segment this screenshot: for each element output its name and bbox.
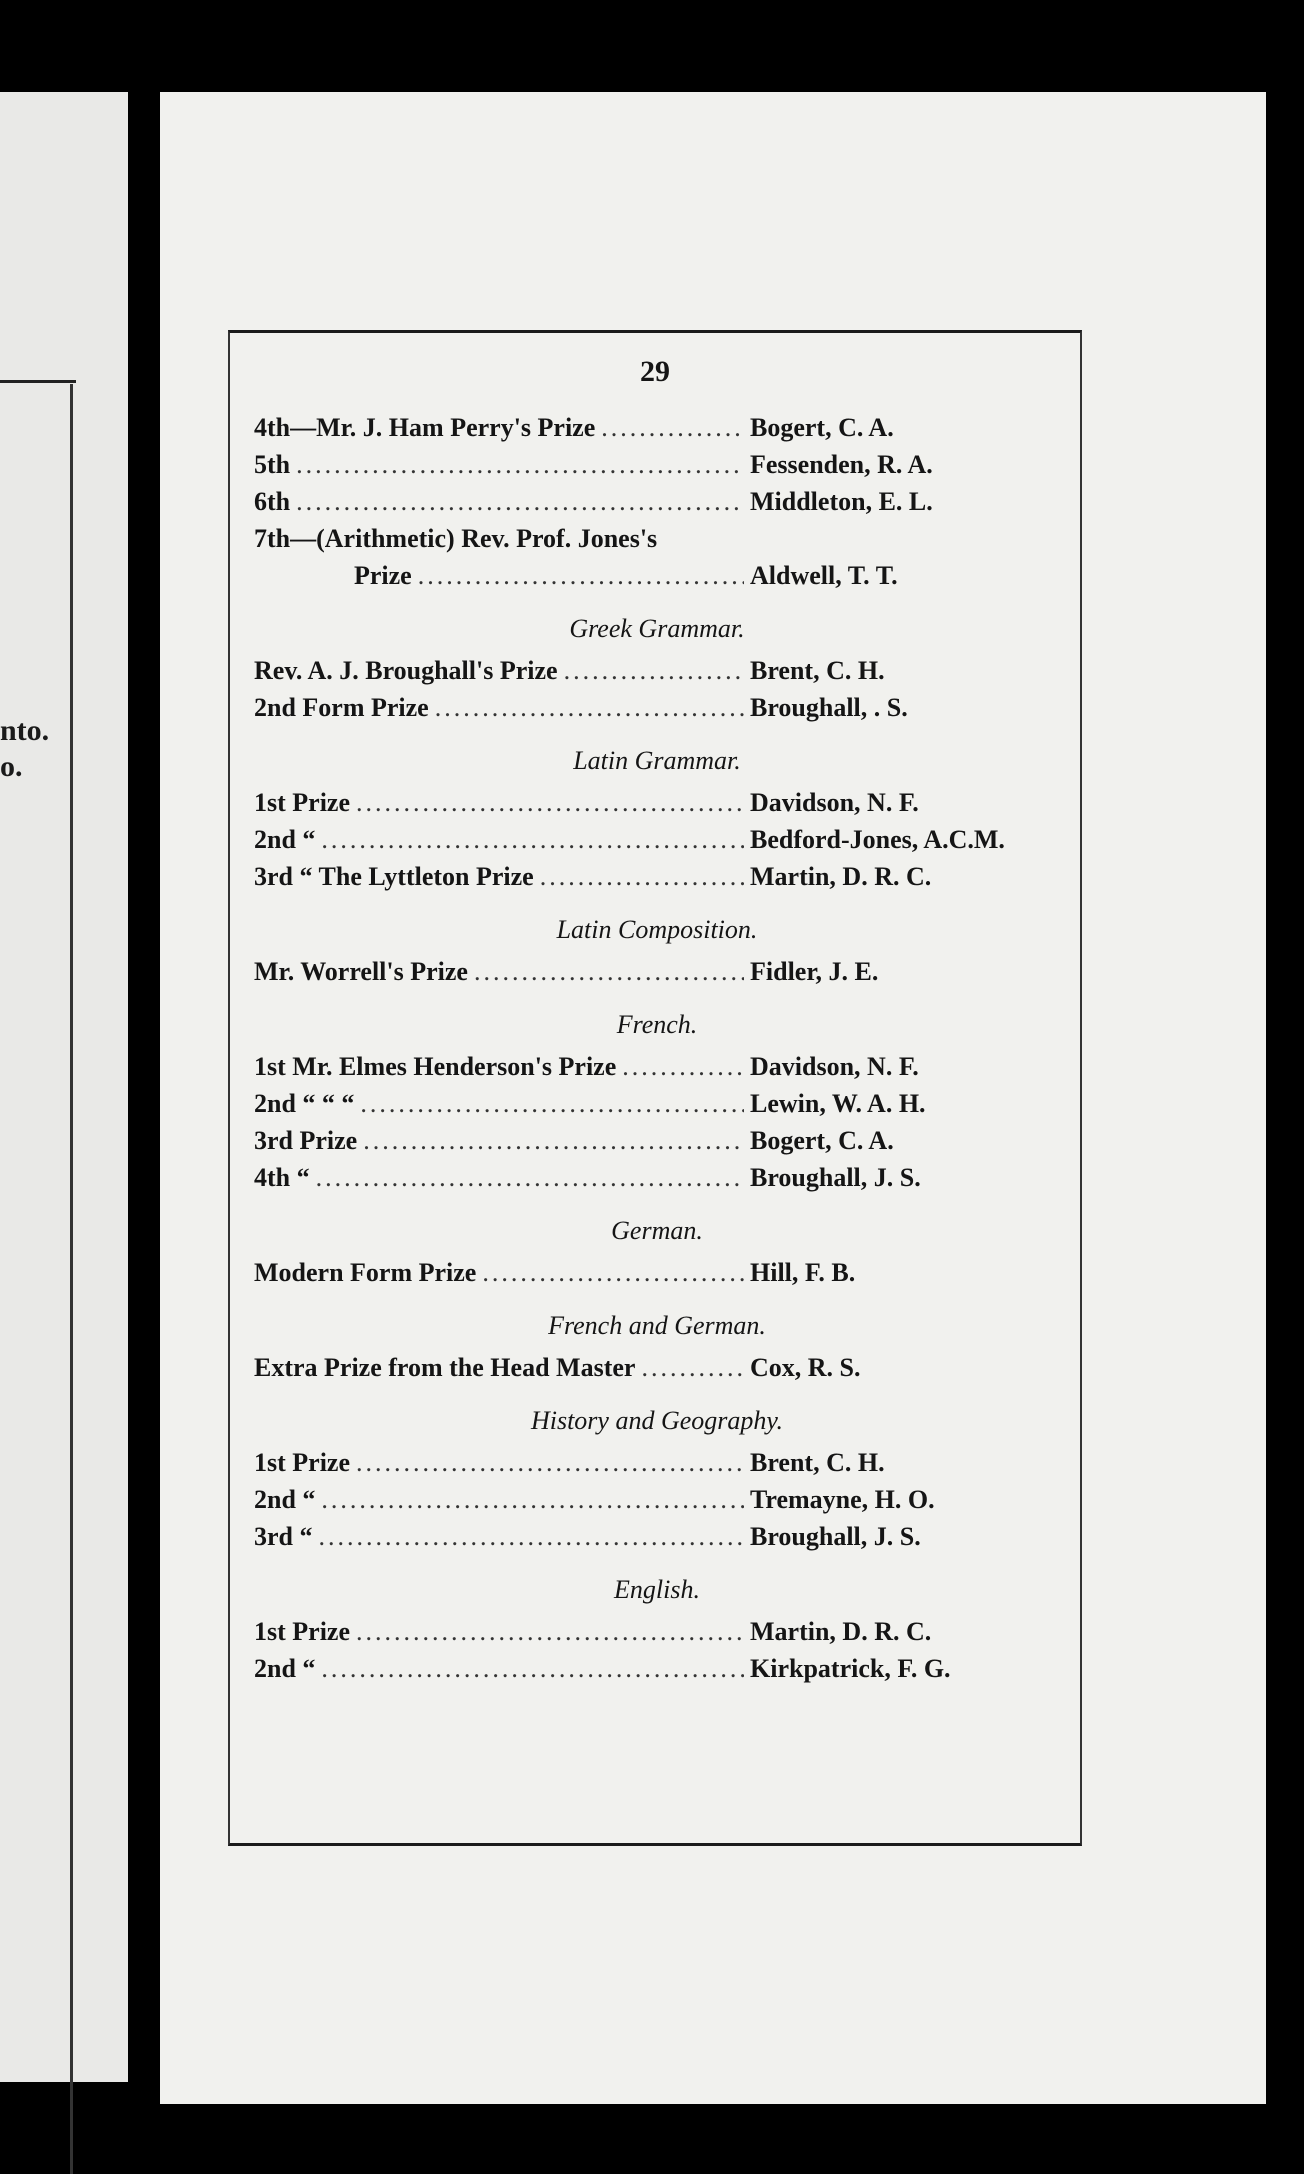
prize-name: 7th—(Arithmetic) Rev. Prof. Jones's [254, 524, 658, 553]
prize-line [254, 1126, 1060, 1163]
winner-name: Martin, D. R. C. [750, 862, 932, 891]
left-page-rule [0, 380, 76, 383]
winner-name: Cox, R. S. [750, 1353, 861, 1382]
winner-name: Broughall, J. S. [750, 1163, 921, 1192]
winner-name: Bedford-Jones, A.C.M. [750, 825, 1005, 854]
prize-line [254, 413, 1060, 450]
winner-name: Aldwell, T. T. [750, 561, 898, 590]
dot-leader [622, 1052, 744, 1082]
prize-name: 2nd Form Prize [254, 693, 429, 722]
winner-name: Kirkpatrick, F. G. [750, 1654, 951, 1683]
prize-line [254, 1353, 1060, 1390]
prize-name: Extra Prize from the Head Master [254, 1353, 636, 1382]
prize-name: Mr. Worrell's Prize [254, 957, 468, 986]
section-title: German. [611, 1216, 703, 1245]
prize-line [254, 656, 1060, 693]
winner-name: Bogert, C. A. [750, 1126, 894, 1155]
prize-name: 1st Prize [254, 788, 351, 817]
dot-leader [356, 1617, 744, 1647]
prize-name: 1st Prize [254, 1617, 351, 1646]
section-title: Latin Composition. [556, 915, 758, 944]
dot-leader [418, 561, 744, 591]
document-page [160, 92, 1266, 2104]
section-title: English. [614, 1575, 700, 1604]
winner-name: Tremayne, H. O. [750, 1485, 935, 1514]
dot-leader [356, 788, 744, 818]
prize-line [254, 450, 1060, 487]
winner-name: Fessenden, R. A. [750, 450, 933, 479]
prize-line [254, 1522, 1060, 1559]
section-title: History and Geography. [530, 1406, 784, 1435]
prize-name: 1st Mr. Elmes Henderson's Prize [254, 1052, 617, 1081]
winner-name: Hill, F. B. [750, 1258, 856, 1287]
prize-list [254, 413, 1060, 1691]
winner-name: Brent, C. H. [750, 656, 885, 685]
dot-leader [296, 487, 744, 517]
left-page-fragment: nto. [0, 714, 50, 747]
prize-line [254, 788, 1060, 825]
section-title: French. [616, 1010, 698, 1039]
winner-name: Broughall, . S. [750, 693, 908, 722]
prize-name: 2nd “ [254, 825, 316, 854]
prize-line [254, 862, 1060, 899]
prize-line [254, 1617, 1060, 1654]
prize-line [254, 561, 1060, 598]
left-page-frame-line [70, 384, 73, 2174]
left-page-edge [0, 92, 128, 2082]
left-page-fragment: o. [0, 750, 23, 783]
dot-leader [296, 450, 744, 480]
prize-line [254, 825, 1060, 862]
prize-line [254, 1052, 1060, 1089]
prize-list-frame [228, 330, 1082, 1846]
winner-name: Bogert, C. A. [750, 413, 894, 442]
prize-name: Rev. A. J. Broughall's Prize [254, 656, 558, 685]
dot-leader [319, 1522, 745, 1552]
page-number: 29 [640, 355, 670, 388]
dot-leader [363, 1126, 744, 1156]
dot-leader [360, 1089, 744, 1119]
winner-name: Brent, C. H. [750, 1448, 885, 1477]
winner-name: Martin, D. R. C. [750, 1617, 932, 1646]
prize-name: 2nd “ [254, 1485, 316, 1514]
prize-name: 4th—Mr. J. Ham Perry's Prize [254, 413, 596, 442]
winner-name: Broughall, J. S. [750, 1522, 921, 1551]
winner-name: Lewin, W. A. H. [750, 1089, 926, 1118]
dot-leader [564, 656, 744, 686]
winner-name: Davidson, N. F. [750, 1052, 919, 1081]
prize-name: Modern Form Prize [254, 1258, 477, 1287]
dot-leader [540, 862, 744, 892]
prize-line [254, 1654, 1060, 1691]
prize-name: 2nd “ [254, 1654, 316, 1683]
dot-leader [316, 1163, 744, 1193]
prize-line [254, 1258, 1060, 1295]
prize-line [254, 1448, 1060, 1485]
winner-name: Davidson, N. F. [750, 788, 919, 817]
dot-leader [601, 413, 744, 443]
section-title: Greek Grammar. [569, 614, 745, 643]
prize-line [254, 487, 1060, 524]
prize-name: 2nd “ “ “ [254, 1089, 355, 1118]
section-title: Latin Grammar. [573, 746, 741, 775]
prize-line [254, 693, 1060, 730]
dot-leader [321, 1654, 744, 1684]
section-title: French and German. [548, 1311, 766, 1340]
prize-name: 1st Prize [254, 1448, 351, 1477]
dot-leader [356, 1448, 744, 1478]
prize-line [254, 957, 1060, 994]
winner-name: Fidler, J. E. [750, 957, 879, 986]
dot-leader [321, 825, 744, 855]
prize-name: 3rd “ The Lyttleton Prize [254, 862, 534, 891]
prize-name: 3rd Prize [254, 1126, 358, 1155]
prize-name: Prize [354, 561, 412, 590]
dot-leader [641, 1353, 744, 1383]
prize-line [254, 1485, 1060, 1522]
winner-name: Middleton, E. L. [750, 487, 933, 516]
prize-name: 4th “ [254, 1163, 310, 1192]
dot-leader [321, 1485, 744, 1515]
prize-line [254, 1163, 1060, 1200]
prize-name: 6th [254, 487, 291, 516]
dot-leader [482, 1258, 744, 1288]
prize-line [254, 1089, 1060, 1126]
dot-leader [474, 957, 744, 987]
prize-line [254, 524, 1060, 561]
dot-leader [435, 693, 744, 723]
prize-name: 3rd “ [254, 1522, 313, 1551]
prize-name: 5th [254, 450, 291, 479]
